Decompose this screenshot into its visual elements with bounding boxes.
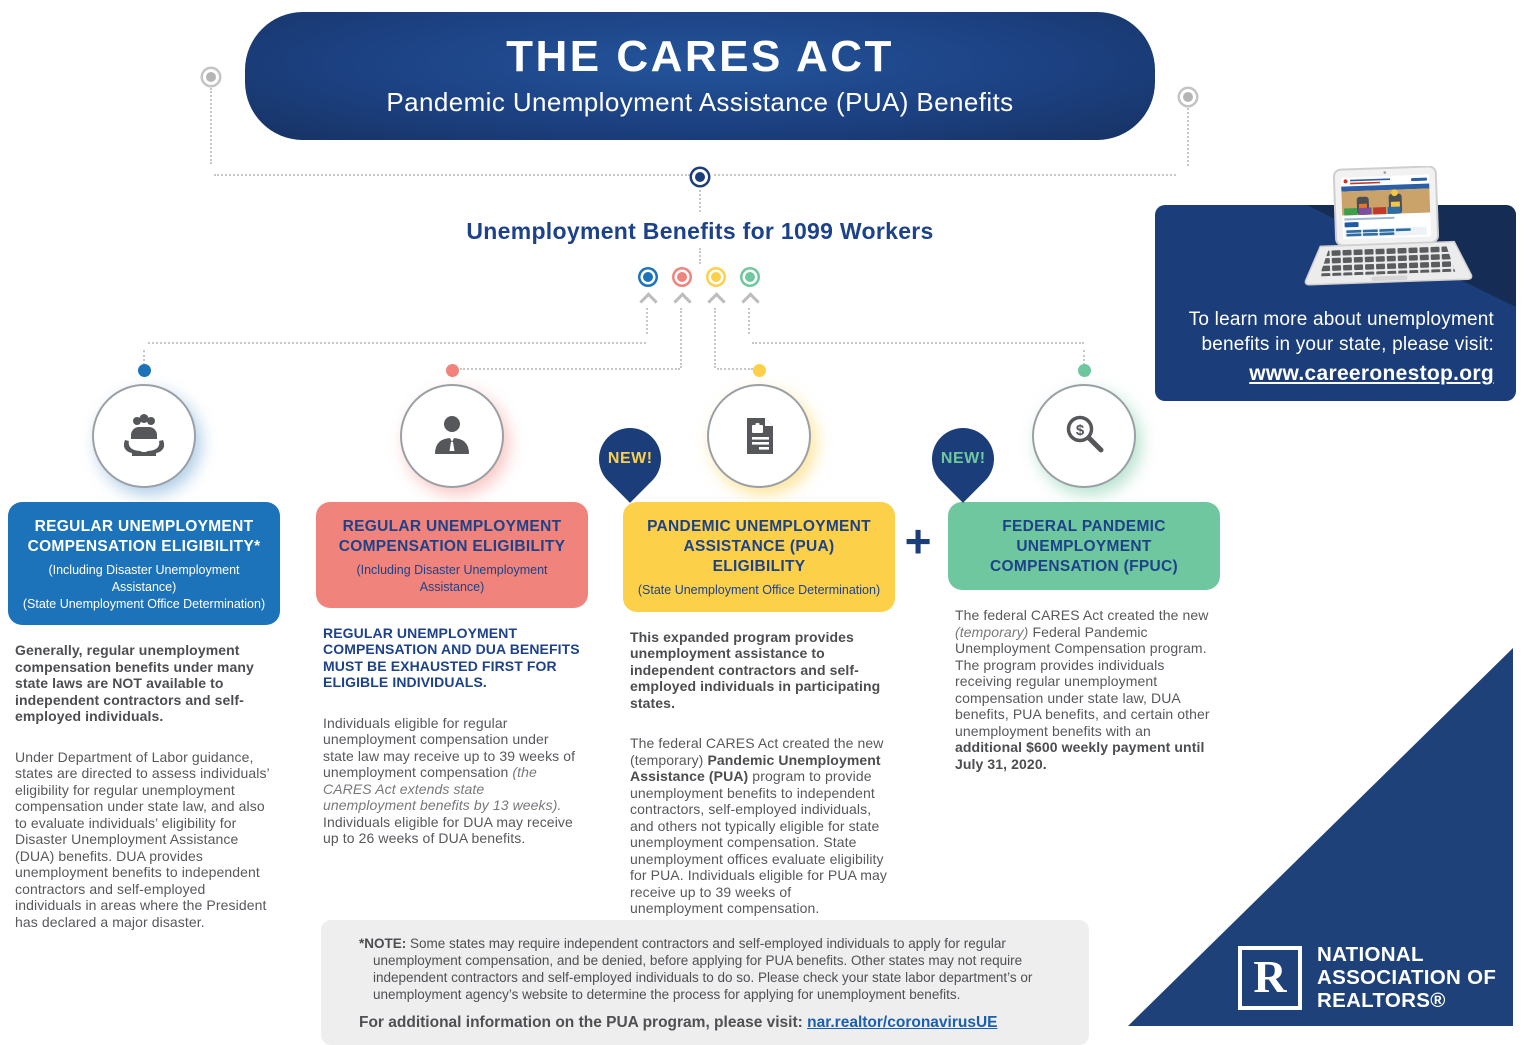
column-pua-yellow	[607, 364, 895, 941]
mini-node-blue	[643, 272, 653, 282]
dotted-connector	[143, 350, 145, 365]
dotted-connector	[646, 308, 648, 334]
column-title: REGULAR UNEMPLOYMENT COMPENSATION ELIGIBILITY	[338, 518, 566, 556]
column-regular-unemployment-salmon	[316, 364, 588, 871]
note-box	[321, 920, 1089, 1045]
column-header-box	[316, 502, 588, 608]
new-badge-label: NEW!	[940, 450, 986, 467]
info-line-2: benefits in your state, please visit:	[1201, 334, 1494, 356]
icon-circle	[1032, 384, 1136, 488]
plus-sign: +	[904, 515, 932, 567]
paragraph: This expanded program provides unemployment assistance to independent contractors and self-employed individuals in participating states.	[630, 628, 881, 711]
mini-node-yellow	[711, 272, 721, 282]
people-care-icon	[116, 408, 172, 464]
column-body	[955, 607, 1213, 796]
connector-node-center	[695, 172, 705, 182]
arrow-up-icon	[673, 292, 691, 310]
mini-node-red	[677, 272, 687, 282]
column-header-box	[8, 502, 280, 625]
column-header-box	[948, 502, 1220, 590]
column-title: REGULAR UNEMPLOYMENT COMPENSATION ELIGIBILITY*	[27, 518, 261, 556]
column-regular-unemployment-blue	[8, 364, 280, 954]
header-banner	[245, 12, 1155, 140]
note-cta	[359, 1014, 1063, 1032]
connector-node	[206, 72, 216, 82]
paragraph: Generally, regular unemployment compensation benefits under many state laws are NOT available to independent contractors and self-employed individuals.	[15, 642, 254, 725]
column-subtitle: (Including Disaster Unemployment Assistance)	[356, 563, 548, 594]
nar-logo-line: NATIONAL	[1317, 943, 1424, 966]
column-body	[15, 642, 273, 954]
info-line-1: To learn more about unemployment	[1188, 308, 1494, 330]
column-title: PANDEMIC UNEMPLOYMENT ASSISTANCE (PUA) ELIGIBILITY	[647, 518, 871, 576]
column-header-box	[623, 502, 895, 612]
arrow-up-icon	[741, 292, 759, 310]
nar-logo-text	[1317, 944, 1496, 1013]
icon-circle	[400, 384, 504, 488]
column-body	[630, 629, 888, 941]
nar-logo-line: ASSOCIATION OF	[1317, 965, 1497, 989]
paragraph: REGULAR UNEMPLOYMENT COMPENSATION AND DUA BENEFITS MUST BE EXHAUSTED FIRST FOR ELIGIBLE INDIVIDUALS.	[323, 624, 580, 691]
column-dot	[753, 364, 766, 377]
careeronestop-link[interactable]: www.careeronestop.org	[1249, 362, 1494, 385]
svg-text:$: $	[1075, 422, 1085, 439]
businessperson-icon	[424, 408, 480, 464]
nar-r-letter: R	[1253, 951, 1287, 1003]
document-icon	[731, 408, 787, 464]
page-title: THE CARES ACT	[506, 32, 894, 82]
dotted-connector	[714, 174, 1176, 176]
paragraph: The federal CARES Act created the new (temporary) Pandemic Unemployment Assistance (PUA) program to provide unemployment benefits to independent contractors, self-employed individuals, and others not typically eligible for state unemployment compensation. State unemployment offices evaluate eligibility for PUA. Individuals eligible for PUA may receive up to 39 weeks of unemployment compensation.	[630, 735, 887, 917]
dotted-connector	[699, 248, 701, 264]
column-dot	[446, 364, 459, 377]
dotted-connector	[714, 308, 716, 368]
note-body: *NOTE: Some states may require independent contractors and self-employed individuals to apply for regular unemployment compensation, and be denied, before applying for PUA benefits. Other states may not require independent contractors and self-employed individuals to do so. Please check your state labor department’s or unemployment agency’s website to determine the process for applying for unemployment benefits.	[359, 936, 1033, 1002]
dotted-connector	[699, 190, 701, 212]
dotted-connector	[1187, 108, 1189, 166]
dotted-connector	[752, 342, 1084, 344]
new-badge	[919, 415, 1007, 503]
column-fpuc-green	[940, 364, 1220, 796]
mini-node-green	[745, 272, 755, 282]
icon-circle	[92, 384, 196, 488]
column-title: FEDERAL PANDEMIC UNEMPLOYMENT COMPENSATION (FPUC)	[990, 518, 1178, 576]
flow-section-title: Unemployment Benefits for 1099 Workers	[466, 218, 934, 244]
arrow-up-icon	[707, 292, 725, 310]
paragraph: The federal CARES Act created the new (temporary) Federal Pandemic Unemployment Compensation program. The program provides individuals receiving regular unemployment compensation under state law, DUA benefits, PUA benefits, and certain other unemployment benefits with an additional $600 weekly payment until July 31, 2020.	[955, 607, 1210, 772]
page-subtitle: Pandemic Unemployment Assistance (PUA) Benefits	[386, 86, 1014, 117]
column-subtitle: (Including Disaster Unemployment Assistance)	[48, 563, 240, 594]
note-cta-prefix: For additional information on the PUA program, please visit:	[359, 1014, 808, 1031]
arrow-up-icon	[639, 292, 657, 310]
new-badge	[586, 415, 674, 503]
column-dot	[1078, 364, 1091, 377]
nar-logo-line: REALTORS®	[1317, 988, 1446, 1012]
icon-circle	[707, 384, 811, 488]
paragraph: Under Department of Labor guidance, states are directed to assess individuals’ eligibility for regular unemployment compensation under state law, and also to evaluate individuals’ eligibility for Disaster Unemployment Assistance (DUA) benefits. DUA provides unemployment benefits to independent contractors and self-employed individuals in areas where the President has declared a major disaster.	[15, 748, 270, 930]
paragraph: Individuals eligible for regular unemployment compensation under state law may receive up to 39 weeks of unemployment compensation (the CARES Act extends state unemployment benefits by 13 weeks). Individuals eligible for DUA may receive up to 26 weeks of DUA benefits.	[323, 714, 576, 847]
column-body	[323, 625, 581, 871]
dotted-connector	[1083, 350, 1085, 365]
column-dot	[138, 364, 151, 377]
nar-realtor-link[interactable]: nar.realtor/coronavirusUE	[807, 1014, 998, 1031]
dotted-connector	[214, 174, 690, 176]
info-text	[1175, 307, 1494, 386]
nar-r-mark-icon	[1238, 946, 1302, 1010]
dollar-search-icon	[1056, 408, 1112, 464]
dotted-connector	[148, 342, 646, 344]
new-badge-label: NEW!	[607, 450, 653, 467]
connector-node	[1183, 92, 1193, 102]
dotted-connector	[210, 88, 212, 164]
column-subtitle: (State Unemployment Office Determination)	[637, 583, 881, 598]
dotted-connector	[748, 308, 750, 334]
column-subtitle: (State Unemployment Office Determination)	[22, 596, 266, 611]
dotted-connector	[680, 308, 682, 368]
laptop-illustration	[1298, 166, 1476, 306]
nar-logo	[1238, 944, 1496, 1013]
